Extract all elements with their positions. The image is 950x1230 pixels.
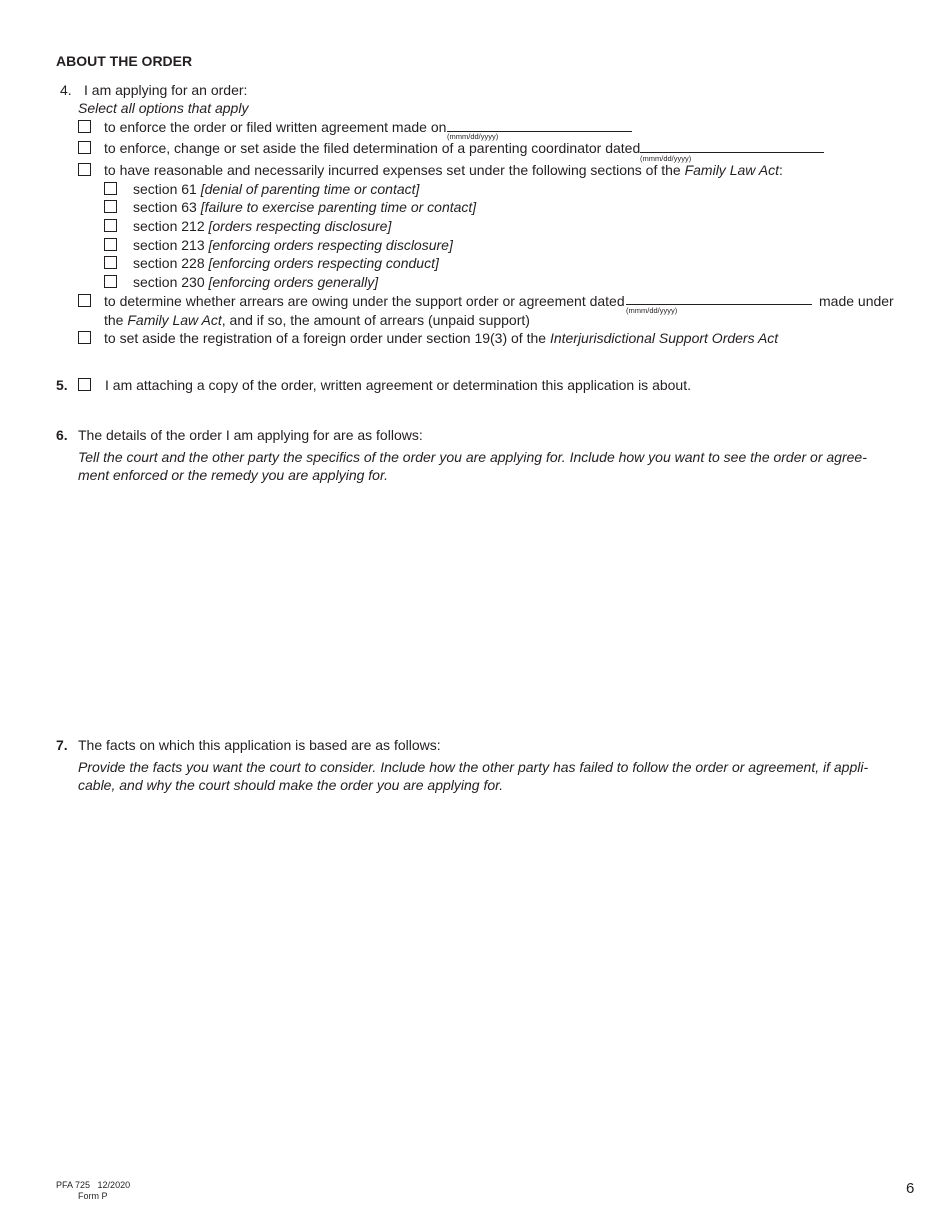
q6-instruction-line2: ment enforced or the remedy you are applying for.: [78, 467, 388, 483]
arrears-made-under: made under: [819, 293, 894, 309]
q6-instruction-line1: Tell the court and the other party the specifics of the order you are applying for. Include how you want to see the order or agree-: [78, 449, 867, 465]
q7-instruction-line2: cable, and why the court should make the order you are applying for.: [78, 777, 504, 793]
footer-form-code: PFA 725 12/2020: [56, 1180, 131, 1190]
arrears-date-hint: (mmm/dd/yyyy): [626, 306, 678, 315]
footer-form-name: Form P: [78, 1191, 108, 1201]
expenses-text: to have reasonable and necessarily incurred expenses set under the following sections of the: [104, 162, 681, 178]
arrears-checkbox[interactable]: [78, 294, 91, 307]
parenting-coordinator-date-field[interactable]: [640, 152, 824, 153]
parenting-coordinator-date-hint: (mmm/dd/yyyy): [640, 154, 692, 163]
q7-number: 7.: [56, 737, 68, 753]
q5-number: 5.: [56, 377, 68, 393]
section-230-label: section 230 [enforcing orders generally]: [133, 274, 379, 290]
arrears-label-line2: the Family Law Act, and if so, the amount of arrears (unpaid support): [104, 312, 530, 328]
q4-number: 4.: [60, 82, 72, 98]
enforce-order-date-hint: (mmm/dd/yyyy): [447, 132, 499, 141]
facts-textarea[interactable]: [78, 800, 893, 1160]
q5-text: I am attaching a copy of the order, written agreement or determination this application is about.: [105, 377, 691, 393]
foreign-order-label: to set aside the registration of a foreign order under section 19(3) of the Interjurisdictional Support Orders Act: [104, 330, 779, 346]
order-details-textarea[interactable]: [78, 490, 893, 725]
section-63-label: section 63 [failure to exercise parenting time or contact]: [133, 199, 477, 215]
arrears-date-field[interactable]: [626, 304, 812, 305]
expenses-act: Family Law Act: [684, 162, 779, 178]
enforce-order-label: to enforce the order or filed written agreement made on: [104, 119, 447, 135]
section-213-label: section 213 [enforcing orders respecting disclosure]: [133, 237, 453, 253]
q6-number: 6.: [56, 427, 68, 443]
section-212-checkbox[interactable]: [104, 219, 117, 232]
section-230-checkbox[interactable]: [104, 275, 117, 288]
q7-prompt: The facts on which this application is based are as follows:: [78, 737, 441, 753]
section-213-checkbox[interactable]: [104, 238, 117, 251]
section-63-checkbox[interactable]: [104, 200, 117, 213]
parenting-coordinator-label: to enforce, change or set aside the filed determination of a parenting coordinator dated: [104, 140, 641, 156]
expenses-end: :: [778, 162, 783, 178]
page-number: 6: [906, 1180, 915, 1197]
q7-instruction-line1: Provide the facts you want the court to consider. Include how the other party has failed to follow the order or agreement, if appli-: [78, 759, 869, 775]
q6-prompt: The details of the order I am applying for are as follows:: [78, 427, 423, 443]
section-212-label: section 212 [orders respecting disclosure]: [133, 218, 392, 234]
q4-instruction: Select all options that apply: [78, 100, 249, 116]
attaching-copy-checkbox[interactable]: [78, 378, 91, 391]
section-228-label: section 228 [enforcing orders respecting conduct]: [133, 255, 439, 271]
expenses-label: [104, 162, 783, 179]
enforce-order-checkbox[interactable]: [78, 120, 91, 133]
foreign-order-checkbox[interactable]: [78, 331, 91, 344]
section-heading: ABOUT THE ORDER: [56, 53, 193, 69]
q4-prompt: I am applying for an order:: [84, 82, 248, 98]
arrears-label: to determine whether arrears are owing under the support order or agreement dated: [104, 293, 625, 309]
parenting-coordinator-checkbox[interactable]: [78, 141, 91, 154]
section-61-checkbox[interactable]: [104, 182, 117, 195]
section-228-checkbox[interactable]: [104, 256, 117, 269]
expenses-checkbox[interactable]: [78, 163, 91, 176]
section-61-label: section 61 [denial of parenting time or contact]: [133, 181, 420, 197]
